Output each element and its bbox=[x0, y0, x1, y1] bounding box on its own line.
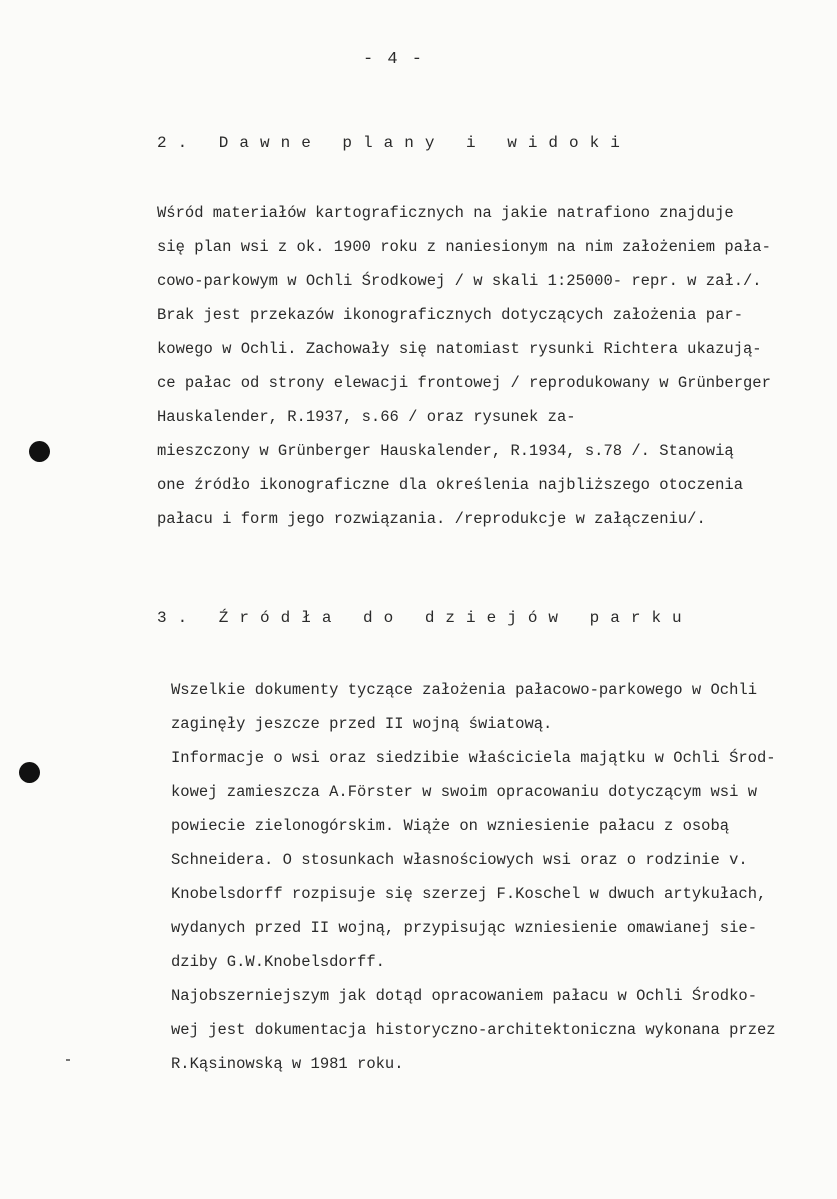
text-line: ce pałac od strony elewacji frontowej / reprodukowany w Grünberger bbox=[157, 374, 771, 392]
text-line: mieszczony w Grünberger Hauskalender, R.1934, s.78 /. Stanowią bbox=[157, 442, 734, 460]
text-line: wydanych przed II wojną, przypisując wzniesienie omawianej sie- bbox=[171, 919, 757, 937]
text-line: Schneidera. O stosunkach własnościowych wsi oraz o rodzinie v. bbox=[171, 851, 748, 869]
punch-hole bbox=[19, 762, 40, 783]
section-3-heading: 3. Źródła do dziejów parku bbox=[157, 609, 693, 627]
text-line: pałacu i form jego rozwiązania. /reprodukcje w załączeniu/. bbox=[157, 510, 706, 528]
punch-hole bbox=[29, 441, 50, 462]
text-line: kowej zamieszcza A.Förster w swoim opracowaniu dotyczącym wsi w bbox=[171, 783, 757, 801]
page-number: - 4 - bbox=[362, 50, 424, 69]
text-line: Brak jest przekazów ikonograficznych dotyczących założenia par- bbox=[157, 306, 743, 324]
section-2-body bbox=[157, 196, 771, 536]
text-line: kowego w Ochli. Zachowały się natomiast rysunki Richtera ukazują- bbox=[157, 340, 762, 358]
text-line: zaginęły jeszcze przed II wojną światową. bbox=[171, 715, 553, 733]
text-line: wej jest dokumentacja historyczno-architektoniczna wykonana przez bbox=[171, 1021, 776, 1039]
section-3-body bbox=[171, 673, 776, 1081]
text-line: Informacje o wsi oraz siedzibie właściciela majątku w Ochli Środ- bbox=[171, 749, 776, 767]
text-line: Knobelsdorff rozpisuje się szerzej F.Koschel w dwuch artykułach, bbox=[171, 885, 767, 903]
text-line: R.Kąsinowską w 1981 roku. bbox=[171, 1055, 404, 1073]
text-line: Wśród materiałów kartograficznych na jakie natrafiono znajduje bbox=[157, 204, 734, 222]
section-2-heading: 2. Dawne plany i widoki bbox=[157, 134, 631, 152]
text-line: się plan wsi z ok. 1900 roku z naniesionym na nim założeniem pała- bbox=[157, 238, 771, 256]
text-line: cowo-parkowym w Ochli Środkowej / w skali 1:25000- repr. w zał./. bbox=[157, 272, 762, 290]
margin-mark bbox=[66, 1059, 70, 1061]
text-line: Wszelkie dokumenty tyczące założenia pałacowo-parkowego w Ochli bbox=[171, 681, 757, 699]
text-line: dziby G.W.Knobelsdorff. bbox=[171, 953, 385, 971]
text-line: one źródło ikonograficzne dla określenia najbliższego otoczenia bbox=[157, 476, 743, 494]
text-line: Najobszerniejszym jak dotąd opracowaniem pałacu w Ochli Środko- bbox=[171, 987, 757, 1005]
text-line: Hauskalender, R.1937, s.66 / oraz rysunek za- bbox=[157, 408, 576, 426]
text-line: powiecie zielonogórskim. Wiąże on wzniesienie pałacu z osobą bbox=[171, 817, 730, 835]
